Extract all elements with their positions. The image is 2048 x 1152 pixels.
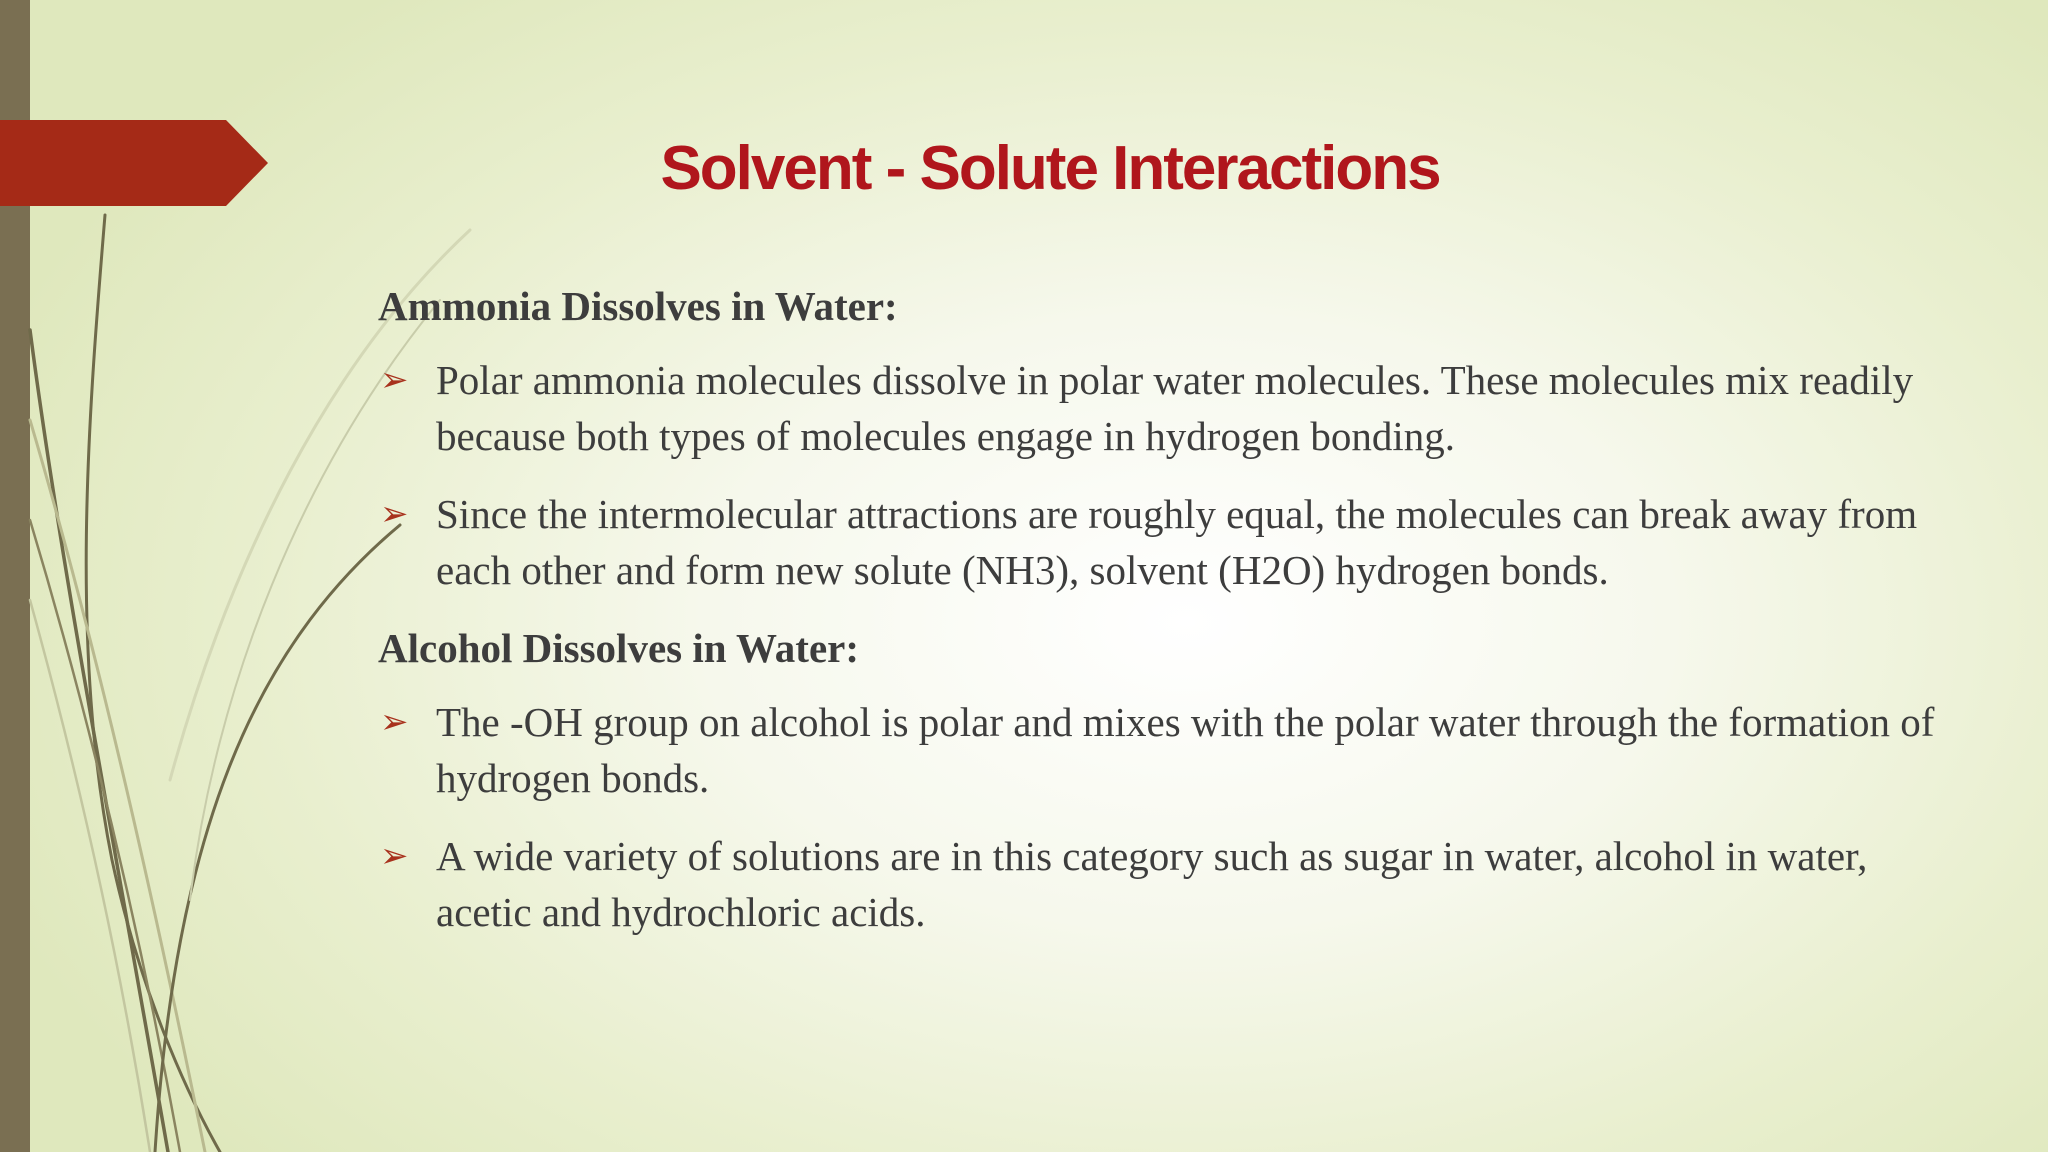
slide-content — [378, 278, 1938, 962]
bullet-item — [378, 828, 1938, 940]
bullet-text: A wide variety of solutions are in this category such as sugar in water, alcohol in water, acetic and hydrochloric acids. — [436, 833, 1868, 935]
title-tab-arrow — [0, 120, 268, 206]
section-heading-ammonia: Ammonia Dissolves in Water: — [378, 283, 898, 329]
bullet-item — [378, 352, 1938, 464]
arrowhead-icon: ➢ — [380, 360, 409, 400]
section-heading-alcohol: Alcohol Dissolves in Water: — [378, 625, 859, 671]
bullet-text: Polar ammonia molecules dissolve in polar water molecules. These molecules mix readily because both types of molecules engage in hydrogen bonding. — [436, 357, 1914, 459]
bullet-item — [378, 486, 1938, 598]
slide-title: Solvent - Solute Interactions — [660, 134, 1440, 203]
bullet-text: Since the intermolecular attractions are roughly equal, the molecules can break away from each other and form new solute (NH3), solvent (H2O) hydrogen bonds. — [436, 491, 1918, 593]
arrowhead-icon: ➢ — [380, 702, 409, 742]
bullet-text: The -OH group on alcohol is polar and mixes with the polar water through the formation of hydrogen bonds. — [436, 699, 1935, 801]
bullet-item — [378, 694, 1938, 806]
arrowhead-icon: ➢ — [380, 836, 409, 876]
arrowhead-icon: ➢ — [380, 494, 409, 534]
